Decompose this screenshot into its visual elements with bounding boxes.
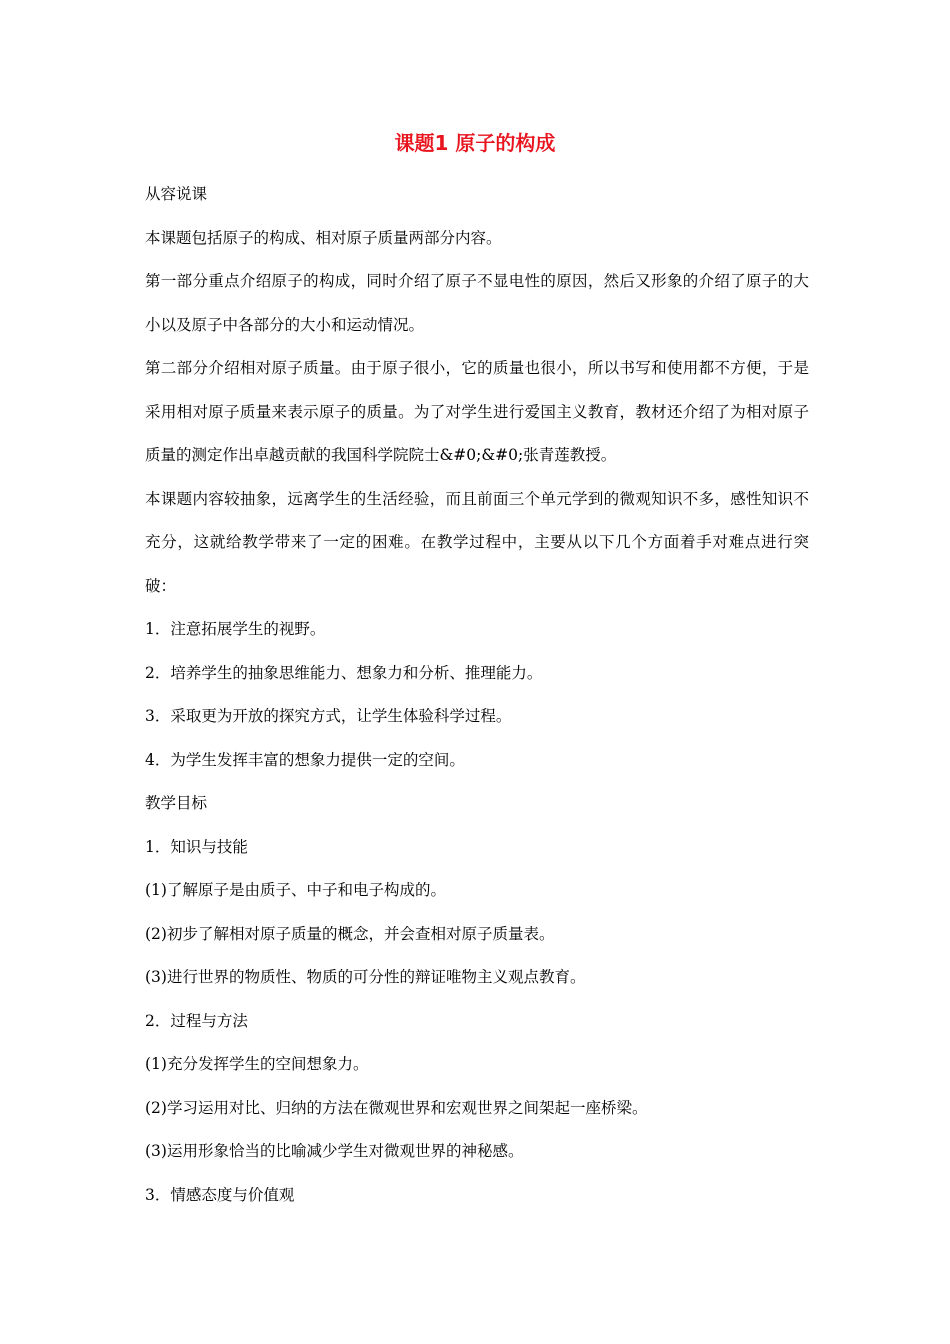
list-item-process-2: (2)学习运用对比、归纳的方法在微观世界和宏观世界之间架起一座桥梁。 bbox=[145, 1098, 648, 1117]
paragraph-intro: 本课题包括原子的构成、相对原子质量两部分内容。 bbox=[145, 228, 502, 247]
list-item-process-3: (3)运用形象恰当的比喻减少学生对微观世界的神秘感。 bbox=[145, 1142, 524, 1160]
paragraph-part-two: 第二部分介绍相对原子质量。由于原子很小，它的质量也很小，所以书写和使用都不方便，于是采用相对原子质量来表示原子的质量。为了对学生进行爱国主义教育，教材还介绍了为相对原子质量的测定作出卓越贡献的我国科学院院士&#0;&#0;张青莲教授。 bbox=[145, 359, 809, 464]
subheading-process-methods: 2．过程与方法 bbox=[145, 1011, 248, 1030]
subheading-attitude-values: 3．情感态度与价值观 bbox=[145, 1185, 295, 1204]
list-item-strategy-2: 2．培养学生的抽象思维能力、想象力和分析、推理能力。 bbox=[145, 663, 543, 682]
paragraph-difficulty: 本课题内容较抽象，远离学生的生活经验，而且前面三个单元学到的微观知识不多，感性知识不充分，这就给教学带来了一定的困难。在教学过程中，主要从以下几个方面着手对难点进行突破： bbox=[145, 489, 809, 595]
list-item-strategy-3: 3．采取更为开放的探究方式，让学生体验科学过程。 bbox=[145, 707, 512, 725]
list-item-process-1: (1)充分发挥学生的空间想象力。 bbox=[145, 1055, 369, 1073]
list-item-strategy-4: 4．为学生发挥丰富的想象力提供一定的空间。 bbox=[145, 750, 465, 769]
paragraph-part-one: 第一部分重点介绍原子的构成，同时介绍了原子不显电性的原因，然后又形象的介绍了原子的大小以及原子中各部分的大小和运动情况。 bbox=[145, 272, 809, 334]
list-item-strategy-1: 1．注意拓展学生的视野。 bbox=[145, 620, 326, 638]
document-body bbox=[145, 173, 809, 1217]
section-heading-overview: 从容说课 bbox=[145, 185, 208, 203]
list-item-knowledge-2: (2)初步了解相对原子质量的概念，并会查相对原子质量表。 bbox=[145, 924, 555, 943]
section-heading-objectives: 教学目标 bbox=[145, 794, 208, 812]
list-item-knowledge-1: (1)了解原子是由质子、中子和电子构成的。 bbox=[145, 881, 446, 899]
list-item-knowledge-3: (3)进行世界的物质性、物质的可分性的辩证唯物主义观点教育。 bbox=[145, 968, 586, 986]
subheading-knowledge-skills: 1．知识与技能 bbox=[145, 837, 248, 856]
document-title: 课题1 原子的构成 bbox=[394, 131, 556, 155]
